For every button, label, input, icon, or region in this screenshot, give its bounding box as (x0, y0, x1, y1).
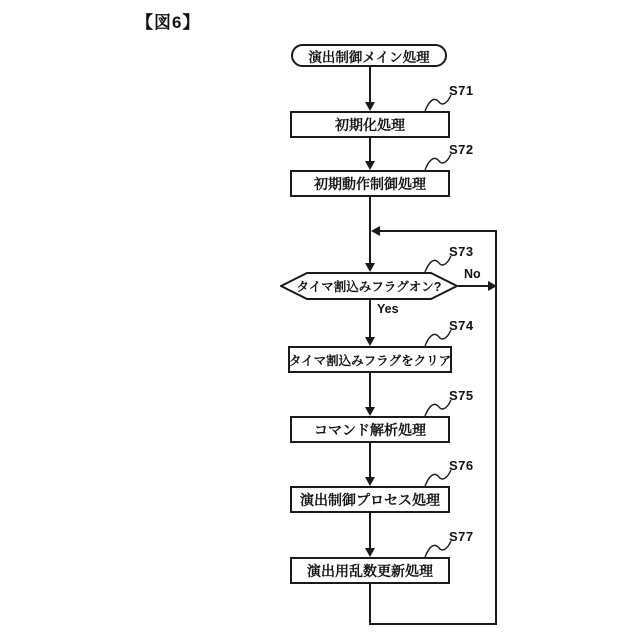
decision-label-s73: タイマ割込みフラグオン? (296, 280, 442, 294)
leader-line-s76 (424, 468, 452, 487)
process-box-s74: タイマ割込みフラグをクリア (288, 346, 452, 373)
arrowhead-down (365, 102, 375, 111)
flow-line (369, 443, 371, 477)
loop-return-line (378, 230, 496, 232)
arrowhead-down (365, 337, 375, 346)
no-branch-line (458, 285, 489, 287)
step-ref-s71: S71 (449, 83, 474, 98)
figure-label: 【図6】 (136, 13, 201, 32)
leader-line-s75 (424, 398, 452, 417)
loop-line-right (495, 230, 497, 625)
arrowhead-down (365, 407, 375, 416)
step-ref-s75: S75 (449, 388, 474, 403)
leader-line-s77 (424, 539, 452, 558)
leader-line-s74 (424, 328, 452, 347)
arrowhead-down (365, 548, 375, 557)
leader-line-s72 (424, 152, 452, 171)
flow-line (369, 66, 371, 103)
step-ref-s76: S76 (449, 458, 474, 473)
process-box-s77: 演出用乱数更新処理 (290, 557, 450, 584)
no-label: No (464, 267, 481, 281)
step-ref-s77: S77 (449, 529, 474, 544)
flow-line (369, 373, 371, 407)
arrowhead-down (365, 161, 375, 170)
process-box-s71: 初期化処理 (290, 111, 450, 138)
step-ref-s74: S74 (449, 318, 474, 333)
loop-line-down (369, 584, 371, 625)
step-ref-s72: S72 (449, 142, 474, 157)
process-box-s72: 初期動作制御処理 (290, 170, 450, 197)
leader-line-s73 (424, 254, 452, 273)
leader-line-s71 (424, 93, 452, 112)
arrowhead-left (371, 226, 380, 236)
loop-line-bottom (369, 623, 497, 625)
flow-line (369, 513, 371, 548)
flow-line (369, 300, 371, 338)
process-box-s75: コマンド解析処理 (290, 416, 450, 443)
flow-line (369, 138, 371, 162)
arrowhead-down (365, 477, 375, 486)
step-ref-s73: S73 (449, 244, 474, 259)
process-box-s76: 演出制御プロセス処理 (290, 486, 450, 513)
start-terminator: 演出制御メイン処理 (291, 44, 447, 67)
yes-label: Yes (377, 302, 399, 316)
